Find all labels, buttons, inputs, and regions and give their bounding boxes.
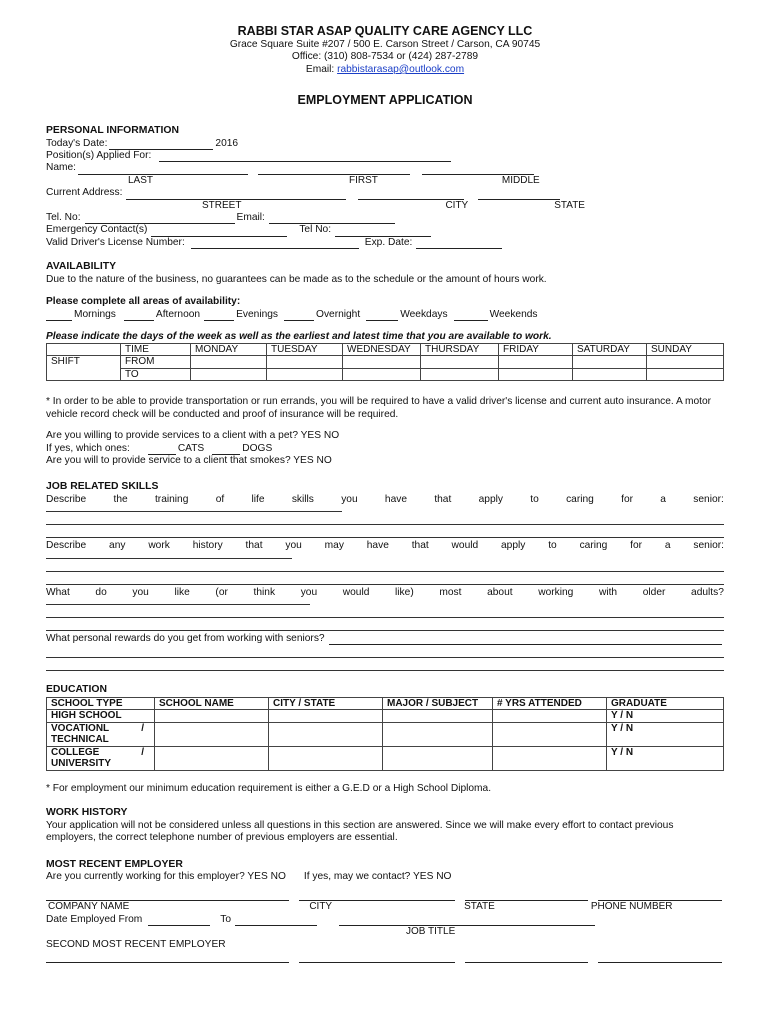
state-field[interactable]	[478, 190, 560, 200]
from-label: FROM	[121, 356, 191, 369]
q1-word: for	[621, 493, 633, 505]
work-note: Your application will not be considered unless all questions in this section are answered. Since we will make every effort to contact previous employers, the correct telephone number of previous employers are essential.	[46, 819, 674, 844]
company-field[interactable]	[46, 891, 289, 901]
school-type-vocational	[47, 722, 155, 746]
employer-heading: MOST RECENT EMPLOYER	[46, 858, 183, 870]
agency-email-line	[46, 64, 724, 76]
tel-email-field[interactable]	[269, 214, 395, 224]
table-cell[interactable]	[647, 356, 724, 369]
date-row	[46, 138, 724, 150]
skills-q4: What personal rewards do you get from working with seniors?	[46, 633, 325, 645]
table-cell[interactable]	[573, 368, 647, 381]
employed-from-label: Date Employed From	[46, 913, 143, 925]
table-cell[interactable]	[155, 746, 269, 770]
afternoon-field[interactable]	[124, 311, 154, 321]
table-cell[interactable]	[383, 710, 493, 723]
education-table	[46, 697, 724, 771]
q3-word: with	[598, 586, 618, 598]
q2-word: that	[411, 540, 429, 552]
table-cell[interactable]	[421, 356, 499, 369]
q3-word: think	[253, 586, 276, 598]
name-label: Name:	[46, 162, 77, 174]
col-thursday: THURSDAY	[421, 343, 499, 356]
letterhead	[46, 0, 724, 76]
second-employer-lines	[46, 953, 724, 963]
q1-word: have	[384, 493, 408, 505]
date-label: Today's Date:	[46, 137, 108, 149]
job-title-caption-row	[46, 926, 724, 938]
table-cell[interactable]	[269, 746, 383, 770]
table-cell[interactable]	[343, 368, 421, 381]
employed-to-field[interactable]	[235, 916, 317, 926]
position-row	[46, 150, 724, 162]
table-cell[interactable]	[493, 710, 607, 723]
q2-word: any	[109, 540, 126, 552]
answer-line[interactable]	[46, 559, 724, 572]
transport-section	[46, 396, 724, 467]
q2-word: caring	[579, 540, 608, 552]
q1-word: of	[215, 493, 225, 505]
work-section	[46, 807, 724, 844]
col-school-name: SCHOOL NAME	[155, 697, 269, 710]
q2-word: Describe	[46, 540, 87, 552]
q1-word: skills	[291, 493, 314, 505]
col-city-state: CITY / STATE	[269, 697, 383, 710]
q3-word: about	[487, 586, 513, 598]
table-row	[47, 356, 724, 369]
contact-question: If yes, may we contact? YES NO	[303, 870, 452, 882]
position-field[interactable]	[159, 152, 451, 162]
q3-word: like)	[395, 586, 414, 598]
col-wednesday: WEDNESDAY	[343, 343, 421, 356]
table-cell[interactable]	[267, 368, 343, 381]
caption-state: STATE	[554, 199, 585, 211]
agency-address: Grace Square Suite #207 / 500 E. Carson Street / Carson, CA 90745	[229, 39, 541, 50]
state-field[interactable]	[465, 891, 589, 901]
work-heading: WORK HISTORY	[46, 807, 128, 819]
skills-q2	[46, 540, 724, 552]
skills-heading: JOB RELATED SKILLS	[46, 481, 159, 493]
q3-word: like	[174, 586, 190, 598]
caption-phone: PHONE NUMBER	[590, 901, 673, 913]
q2-word: a	[664, 540, 671, 552]
city-field[interactable]	[299, 891, 455, 901]
dogs-field[interactable]	[212, 445, 240, 455]
smoke-question: Are you will to provide service to a client that smokes? YES NO	[46, 455, 332, 467]
answer-line[interactable]	[329, 635, 722, 645]
table-cell[interactable]	[269, 722, 383, 746]
employer-captions	[46, 901, 724, 913]
phone-field[interactable]	[598, 891, 722, 901]
email-label: Email:	[305, 63, 335, 75]
table-cell[interactable]	[383, 722, 493, 746]
caption-city: CITY	[309, 901, 333, 913]
middle-name-field[interactable]	[422, 165, 534, 175]
table-cell[interactable]	[191, 368, 267, 381]
caption-first: FIRST	[349, 174, 378, 186]
q3-word: adults?	[691, 586, 724, 598]
education-note: * For employment our minimum education requirement is either a G.E.D or a High School Diploma.	[46, 782, 492, 794]
phone-field[interactable]	[598, 953, 722, 963]
availability-complete-label: Please complete all areas of availability:	[46, 296, 241, 308]
graduate-yn[interactable]: Y / N	[607, 746, 724, 770]
pet-which-row	[46, 443, 724, 455]
street-field[interactable]	[126, 190, 346, 200]
first-name-field[interactable]	[258, 165, 410, 175]
weekends-field[interactable]	[454, 311, 488, 321]
skills-q3	[46, 587, 724, 599]
education-section	[46, 684, 724, 795]
answer-line[interactable]	[46, 645, 724, 658]
school-type-college	[47, 746, 155, 770]
table-cell[interactable]	[155, 710, 269, 723]
emergency-tel-field[interactable]	[335, 227, 431, 237]
agency-phone: Office: (310) 808-7534 or (424) 287-2789	[291, 51, 479, 63]
q1-word: Describe	[46, 493, 87, 505]
mornings-field[interactable]	[46, 311, 72, 321]
city-field[interactable]	[358, 190, 464, 200]
personal-section	[46, 125, 724, 249]
q1-word: training	[154, 493, 189, 505]
option-mornings: Mornings	[74, 308, 116, 320]
graduate-yn[interactable]: Y / N	[607, 722, 724, 746]
q2-word: for	[630, 540, 643, 552]
table-row	[47, 722, 724, 746]
employed-from-field[interactable]	[148, 916, 210, 926]
table-cell[interactable]	[573, 356, 647, 369]
second-employer-label: SECOND MOST RECENT EMPLOYER	[46, 938, 226, 950]
caption-street: STREET	[202, 199, 242, 211]
option-afternoon: Afternoon	[155, 308, 201, 320]
answer-line[interactable]	[46, 512, 724, 525]
exp-field[interactable]	[416, 239, 502, 249]
option-weekdays: Weekdays	[400, 308, 448, 320]
skills-q1	[46, 494, 724, 506]
table-cell[interactable]	[647, 368, 724, 381]
table-row	[47, 368, 724, 381]
table-cell[interactable]	[343, 356, 421, 369]
name-captions	[46, 175, 724, 187]
table-row	[47, 697, 724, 710]
col-school-type: SCHOOL TYPE	[47, 697, 155, 710]
company-field[interactable]	[46, 953, 289, 963]
email-link[interactable]: rabbistarasap@outlook.com	[337, 63, 465, 75]
license-label: Valid Driver's License Number:	[46, 236, 185, 248]
answer-line[interactable]	[46, 572, 724, 585]
license-row	[46, 237, 724, 249]
option-evenings: Evenings	[236, 308, 279, 320]
document-title: EMPLOYMENT APPLICATION	[297, 93, 473, 108]
exp-label: Exp. Date:	[364, 236, 413, 248]
q1-word: that	[434, 493, 452, 505]
address-label: Current Address:	[46, 187, 123, 199]
table-cell	[47, 343, 121, 356]
skills-q4-row	[46, 633, 724, 645]
personal-heading: PERSONAL INFORMATION	[46, 125, 179, 137]
q3-word: you	[300, 586, 318, 598]
availability-note: Due to the nature of the business, no guarantees can be made as to the schedule or the amount of hours work.	[46, 273, 547, 285]
graduate-yn[interactable]: Y / N	[607, 710, 724, 723]
table-cell[interactable]	[499, 356, 573, 369]
address-captions	[46, 200, 724, 212]
employer-lines	[46, 891, 724, 901]
q2-word: that	[245, 540, 263, 552]
q3-word: What	[46, 586, 70, 598]
current-question: Are you currently working for this employer? YES NO	[46, 870, 286, 882]
q1-word: to	[530, 493, 539, 505]
q3-word: older	[642, 586, 666, 598]
option-overnight: Overnight	[316, 308, 361, 320]
q2-word: senior:	[693, 540, 724, 552]
col-sunday: SUNDAY	[647, 343, 724, 356]
last-name-field[interactable]	[78, 165, 248, 175]
type-slash: /	[141, 746, 144, 758]
answer-line[interactable]	[46, 658, 724, 671]
table-cell[interactable]	[267, 356, 343, 369]
q2-word: work	[148, 540, 170, 552]
employer-section	[46, 859, 724, 963]
tel-row	[46, 212, 724, 224]
availability-section	[46, 261, 724, 381]
availability-table	[46, 343, 724, 382]
job-title-field[interactable]	[339, 916, 595, 926]
table-cell[interactable]	[191, 356, 267, 369]
q1-word: the	[113, 493, 128, 505]
type-label: COLLEGE	[51, 746, 100, 758]
table-cell[interactable]	[493, 722, 607, 746]
q3-word: would	[342, 586, 370, 598]
caption-city: CITY	[445, 199, 469, 211]
col-friday: FRIDAY	[499, 343, 573, 356]
type-label: VOCATIONL	[51, 722, 110, 734]
answer-line[interactable]	[46, 605, 724, 618]
type-slash: /	[141, 722, 144, 734]
answer-line[interactable]	[46, 525, 724, 538]
table-cell[interactable]	[499, 368, 573, 381]
agency-name: RABBI STAR ASAP QUALITY CARE AGENCY LLC	[237, 24, 533, 38]
col-tuesday: TUESDAY	[267, 343, 343, 356]
q2-word: have	[366, 540, 389, 552]
q1-word: apply	[478, 493, 503, 505]
table-row	[47, 746, 724, 770]
date-field[interactable]	[109, 140, 213, 150]
emergency-tel-label: Tel No:	[299, 224, 332, 236]
weekdays-field[interactable]	[366, 311, 398, 321]
col-monday: MONDAY	[191, 343, 267, 356]
q2-word: may	[324, 540, 344, 552]
type-label-2: TECHNICAL	[51, 734, 109, 746]
caption-job-title: JOB TITLE	[406, 926, 456, 938]
q2-word: to	[548, 540, 557, 552]
table-cell[interactable]	[383, 746, 493, 770]
caption-middle: MIDDLE	[501, 174, 540, 186]
table-row	[47, 343, 724, 356]
emergency-field[interactable]	[151, 227, 287, 237]
q3-word: most	[439, 586, 462, 598]
availability-heading: AVAILABILITY	[46, 261, 117, 273]
license-field[interactable]	[191, 239, 359, 249]
address-row	[46, 187, 724, 199]
q2-word: would	[451, 540, 479, 552]
q3-word: you	[132, 586, 149, 598]
table-row	[47, 710, 724, 723]
tel-email-label: Email:	[236, 212, 265, 224]
education-heading: EDUCATION	[46, 684, 107, 696]
shift-label: SHIFT	[47, 356, 121, 381]
caption-company: COMPANY NAME	[48, 901, 130, 913]
tel-field[interactable]	[85, 214, 235, 224]
availability-options	[46, 309, 724, 321]
table-cell[interactable]	[269, 710, 383, 723]
transport-note: * In order to be able to provide transportation or run errands, you will be required to have a valid driver's license and current auto insurance. A motor vehicle record check will be conducted and proof of insurance will be required.	[46, 396, 712, 420]
q1-word: life	[251, 493, 265, 505]
option-weekends: Weekends	[489, 308, 538, 320]
caption-state: STATE	[464, 901, 495, 913]
q1-word: you	[341, 493, 358, 505]
table-cell[interactable]	[421, 368, 499, 381]
school-type-high: HIGH SCHOOL	[47, 710, 155, 723]
q3-word: (or	[215, 586, 228, 598]
table-cell[interactable]	[155, 722, 269, 746]
emergency-row	[46, 224, 724, 236]
q2-word: you	[285, 540, 302, 552]
emergency-label: Emergency Contact(s)	[46, 224, 148, 236]
col-saturday: SATURDAY	[573, 343, 647, 356]
evenings-field[interactable]	[204, 311, 234, 321]
date-year: 2016	[215, 137, 239, 149]
col-years: # YRS ATTENDED	[493, 697, 607, 710]
q3-word: working	[538, 586, 574, 598]
q1-word: senior:	[693, 493, 724, 505]
employer-question-row	[46, 871, 724, 883]
employed-row	[46, 914, 724, 926]
employed-to-label: To	[220, 913, 232, 925]
tel-label: Tel. No:	[46, 212, 81, 224]
type-label-2: UNIVERSITY	[51, 758, 112, 770]
name-row	[46, 162, 724, 174]
q2-word: history	[192, 540, 223, 552]
availability-indicate: Please indicate the days of the week as well as the earliest and latest time that you are available to work.	[46, 330, 552, 342]
cats-label: CATS	[177, 442, 205, 454]
state-field[interactable]	[465, 953, 589, 963]
q2-word: apply	[501, 540, 526, 552]
q1-word: caring	[566, 493, 594, 505]
q1-word: a	[660, 493, 666, 505]
position-label: Position(s) Applied For:	[46, 150, 152, 162]
pet-which-label: If yes, which ones:	[46, 442, 130, 454]
q3-word: do	[95, 586, 107, 598]
caption-last: LAST	[128, 174, 154, 186]
table-cell[interactable]	[493, 746, 607, 770]
cats-field[interactable]	[148, 445, 176, 455]
to-label: TO	[121, 368, 191, 381]
col-graduate: GRADUATE	[607, 697, 724, 710]
col-time: TIME	[121, 343, 191, 356]
overnight-field[interactable]	[284, 311, 314, 321]
city-field[interactable]	[299, 953, 455, 963]
answer-line[interactable]	[46, 618, 724, 631]
pet-question: Are you willing to provide services to a client with a pet? YES NO	[46, 430, 340, 442]
skills-section	[46, 481, 724, 671]
dogs-label: DOGS	[242, 442, 273, 454]
col-major: MAJOR / SUBJECT	[383, 697, 493, 710]
